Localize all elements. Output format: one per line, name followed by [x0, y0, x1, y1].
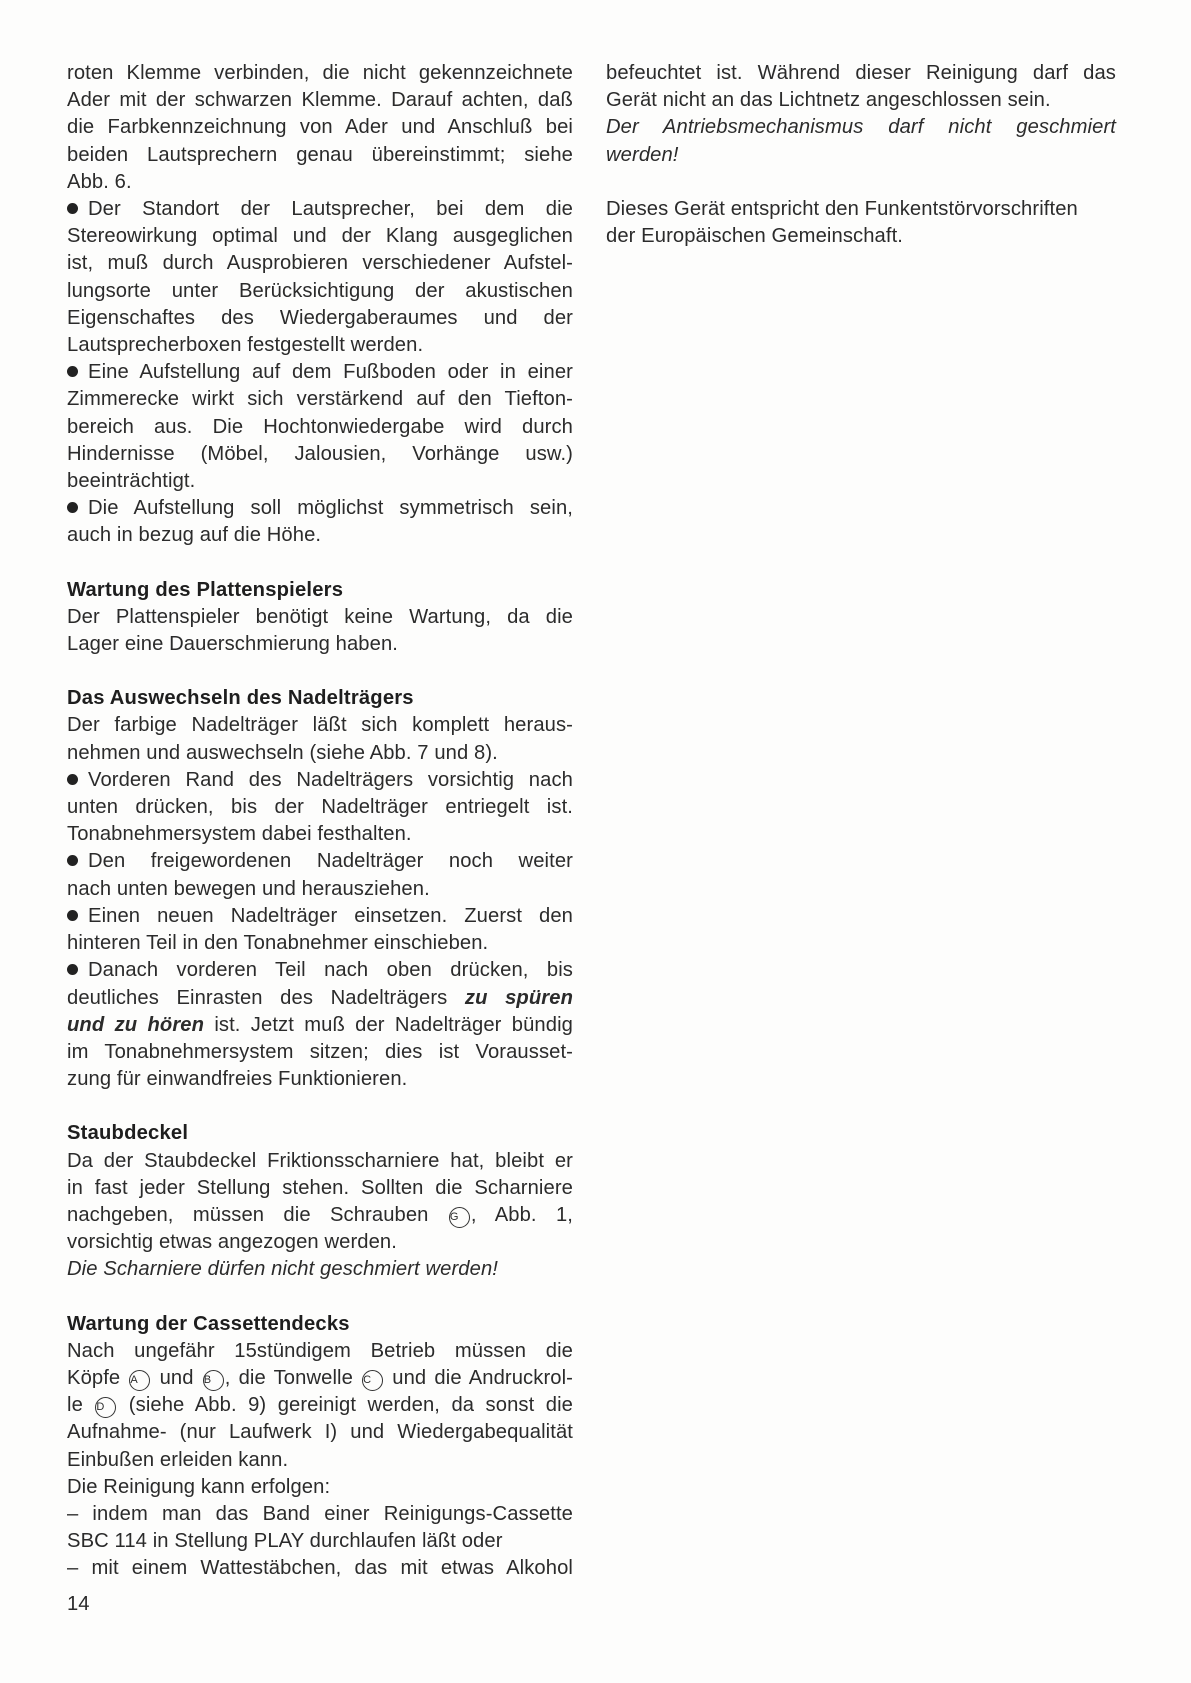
- text-line: Den freigewordenen Nadelträger noch weiter: [67, 848, 573, 875]
- emphasis-text: und zu hören: [67, 1013, 205, 1036]
- italic-note: Die Scharniere dürfen nicht geschmiert werden!: [67, 1258, 498, 1281]
- text-line: ist, muß durch Ausprobieren verschiedener Aufstel-: [67, 252, 573, 275]
- text-line: Stereowirkung optimal und der Klang ausgeglichen: [67, 225, 573, 248]
- text-line: Einbußen erleiden kann.: [67, 1448, 289, 1471]
- section-cassettendecks: [67, 1311, 573, 1583]
- right-column: [606, 60, 1116, 250]
- section-heading: Wartung der Cassettendecks: [67, 1312, 350, 1335]
- text-line: nachgeben, müssen die Schrauben G , Abb. 1,: [67, 1203, 573, 1226]
- bullet-icon: [67, 203, 78, 214]
- text-line: nach unten bewegen und herausziehen.: [67, 877, 430, 900]
- text-line: Zimmerecke wirkt sich verstärkend auf den Tiefton-: [67, 388, 573, 411]
- bullet-icon: [67, 855, 78, 866]
- bullet-paragraph: [67, 196, 573, 359]
- section-heading: Staubdeckel: [67, 1122, 189, 1145]
- text-line: Die Reinigung kann erfolgen:: [67, 1475, 331, 1498]
- text-line: Der Plattenspieler benötigt keine Wartung, da die: [67, 605, 573, 628]
- bullet-icon: [67, 774, 78, 785]
- text-line: SBC 114 in Stellung PLAY durchlaufen läßt oder: [67, 1530, 503, 1553]
- text-line: Eine Aufstellung auf dem Fußboden oder in einer: [67, 359, 573, 386]
- section-heading: Das Auswechseln des Nadelträgers: [67, 687, 414, 710]
- text-line: beeinträchtigt.: [67, 470, 196, 493]
- text-line: im Tonabnehmersystem sitzen; dies ist Vorausset-: [67, 1040, 573, 1063]
- cleaning-continuation: [606, 60, 1116, 169]
- italic-note: Der Antriebsmechanismus darf nicht geschmiert: [606, 116, 1116, 139]
- bullet-icon: [67, 910, 78, 921]
- circled-letter-d-icon: D: [95, 1397, 116, 1418]
- bullet-icon: [67, 366, 78, 377]
- text-line: Der farbige Nadelträger läßt sich komplett heraus-: [67, 714, 573, 737]
- bullet-paragraph: [67, 359, 573, 495]
- text-line: die Farbkennzeichnung von Ader und Anschluß bei: [67, 116, 573, 139]
- text-line: Danach vorderen Teil nach oben drücken, bis: [67, 957, 573, 984]
- text-line: auch in bezug auf die Höhe.: [67, 524, 322, 547]
- text-line: deutliches Einrasten des Nadelträgers zu spüren: [67, 986, 574, 1009]
- intro-paragraph: [67, 60, 573, 196]
- compliance-note: [606, 196, 1116, 250]
- text-line: – indem man das Band einer Reinigungs-Cassette: [67, 1502, 573, 1525]
- text-line: hinteren Teil in den Tonabnehmer einschieben.: [67, 932, 489, 955]
- text-line: unten drücken, bis der Nadelträger entriegelt ist.: [67, 796, 573, 819]
- text-line: le D (siehe Abb. 9) gereinigt werden, da sonst die: [67, 1394, 573, 1417]
- section-heading: Wartung des Plattenspielers: [67, 578, 344, 601]
- circled-letter-b-icon: B: [203, 1370, 224, 1391]
- text-line: Gerät nicht an das Lichtnetz angeschlossen sein.: [606, 89, 1051, 112]
- text-line: Tonabnehmersystem dabei festhalten.: [67, 823, 412, 846]
- text-line: roten Klemme verbinden, die nicht gekennzeichnete: [67, 62, 573, 84]
- text-line: Dieses Gerät entspricht den Funkentstörvorschriften: [606, 197, 1078, 220]
- text-line: – mit einem Wattestäbchen, das mit etwas Alkohol: [67, 1557, 573, 1580]
- text-line: Vorderen Rand des Nadelträgers vorsichtig nach: [67, 767, 573, 794]
- text-line: befeuchtet ist. Während dieser Reinigung darf das: [606, 62, 1116, 84]
- text-line: Der Standort der Lautsprecher, bei dem die: [67, 196, 573, 223]
- text-line: bereich aus. Die Hochtonwiedergabe wird durch: [67, 415, 573, 438]
- circled-letter-c-icon: C: [362, 1370, 383, 1391]
- bullet-icon: [67, 964, 78, 975]
- text-line: Die Aufstellung soll möglichst symmetrisch sein,: [67, 495, 573, 522]
- text-line: Lager eine Dauerschmierung haben.: [67, 633, 399, 656]
- circled-letter-a-icon: A: [129, 1370, 150, 1391]
- text-line: Köpfe A und B , die Tonwelle C und die Andruckrol-: [67, 1366, 574, 1389]
- text-line: zung für einwandfreies Funktionieren.: [67, 1068, 408, 1091]
- text-line: in fast jeder Stellung stehen. Sollten die Scharniere: [67, 1176, 573, 1199]
- text-line: vorsichtig etwas angezogen werden.: [67, 1231, 397, 1254]
- italic-note: werden!: [606, 143, 679, 166]
- section-nadeltraeger: [67, 685, 573, 1093]
- text-line: der Europäischen Gemeinschaft.: [606, 225, 903, 248]
- text-line: Eigenschaftes des Wiedergaberaumes und der: [67, 306, 573, 329]
- section-plattenspieler: [67, 577, 573, 659]
- text-line: lungsorte unter Berücksichtigung der akustischen: [67, 279, 573, 302]
- section-staubdeckel: [67, 1120, 573, 1283]
- bullet-paragraph: [67, 495, 573, 549]
- text-line: Einen neuen Nadelträger einsetzen. Zuerst den: [67, 903, 573, 930]
- circled-letter-g-icon: G: [449, 1207, 470, 1228]
- page-number: 14: [67, 1593, 90, 1615]
- text-line: Hindernisse (Möbel, Jalousien, Vorhänge usw.): [67, 442, 573, 465]
- text-line: Lautsprecherboxen festgestellt werden.: [67, 334, 424, 357]
- text-line: Abb. 6.: [67, 170, 132, 193]
- text-line: Nach ungefähr 15stündigem Betrieb müssen die: [67, 1339, 573, 1362]
- emphasis-text: zu spüren: [464, 986, 574, 1009]
- text-line: und zu hören ist. Jetzt muß der Nadelträger bündig: [67, 1013, 573, 1036]
- text-line: beiden Lautsprechern genau übereinstimmt; siehe: [67, 143, 573, 166]
- text-line: Aufnahme- (nur Laufwerk I) und Wiedergabequalität: [67, 1421, 573, 1444]
- text-line: Ader mit der schwarzen Klemme. Darauf achten, daß: [67, 89, 573, 112]
- text-line: Da der Staubdeckel Friktionsscharniere hat, bleibt er: [67, 1149, 573, 1172]
- left-column: [67, 60, 573, 1583]
- bullet-icon: [67, 502, 78, 513]
- text-line: nehmen und auswechseln (siehe Abb. 7 und 8).: [67, 741, 498, 764]
